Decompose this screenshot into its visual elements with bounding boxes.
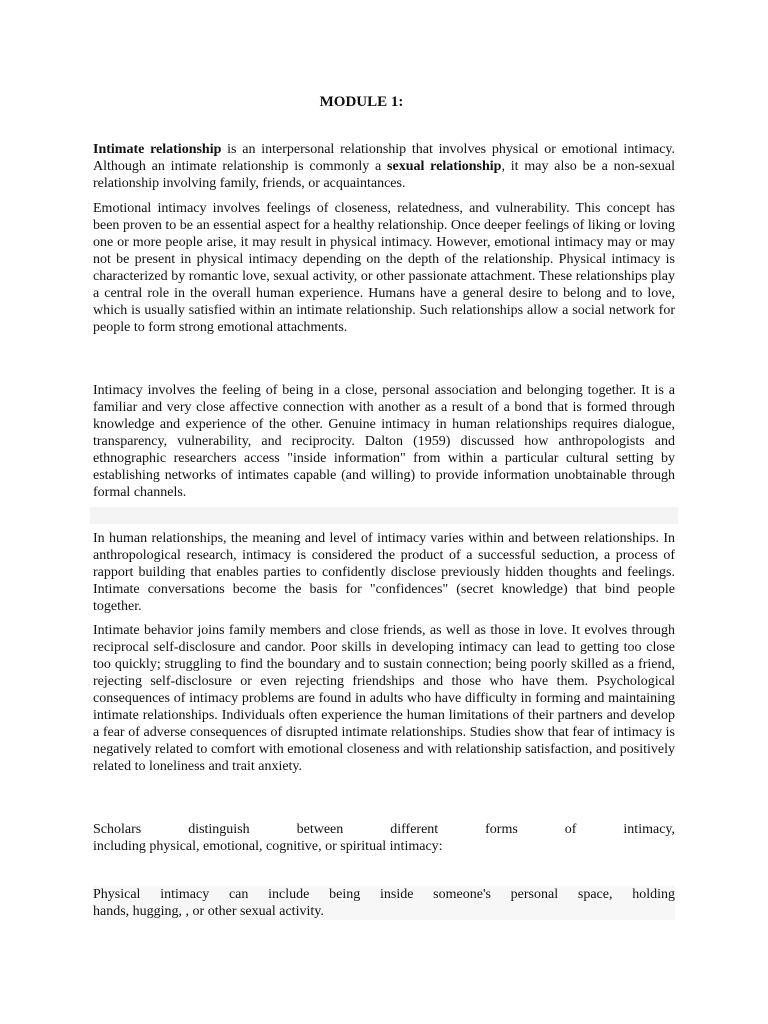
paragraph-emotional-intimacy: Emotional intimacy involves feelings of closeness, relatedness, and vulnerability. This concept has been proven to be an essential aspect for a healthy relationship. Once deeper feelings of liking or loving one or more people arise, it may result in physical intimacy. However, emotional intimacy may or may not be present in physical intimacy depending on the depth of the relationship. Physical intimacy is characterized by romantic love, sexual activity, or other passionate attachment. These relationships play a central role in the overall human experience. Humans have a general desire to belong and to love, which is usually satisfied within an intimate relationship. Such relationships allow a social network for people to form strong emotional attachments.	[93, 201, 675, 335]
paragraph-line: hands, hugging, , or other sexual activity.	[93, 904, 324, 919]
paragraph-intimate-behavior: Intimate behavior joins family members and close friends, as well as those in love. It evolves through reciprocal self-disclosure and candor. Poor skills in developing intimacy can lead to getting too close too quickly; struggling to find the boundary and to sustain connection; being poorly skilled as a friend, rejecting self-disclosure or even rejecting friendships and those who have them. Psychological consequences of intimacy problems are found in adults who have difficulty in forming and maintaining intimate relationships. Individuals often experience the human limitations of their partners and develop a fear of adverse consequences of disrupted intimate relationships. Studies show that fear of intimacy is negatively related to comfort with emotional closeness and with relationship satisfaction, and positively related to loneliness and trait anxiety.	[93, 623, 675, 774]
page-title: MODULE 1:	[319, 94, 404, 110]
paragraph-line: Scholars distinguish between different forms of intimacy,	[93, 822, 675, 837]
term-sexual-relationship: sexual relationship	[387, 159, 502, 174]
paragraph-physical-intimacy	[93, 886, 675, 920]
paragraph-text: , it may also be a non-sexual relationship involving family, friends, or acquaintances.	[93, 159, 676, 191]
term-intimate-relationship: Intimate relationship	[93, 142, 222, 157]
shaded-separator	[90, 507, 678, 524]
paragraph-scholars	[93, 821, 675, 855]
paragraph-text: is an interpersonal relationship that involves physical or emotional intimacy. Although an intimate relationship is commonly a	[93, 142, 676, 174]
paragraph-intimacy-involves: Intimacy involves the feeling of being in a close, personal association and belonging together. It is a familiar and very close affective connection with another as a result of a bond that is formed through knowledge and experience of the other. Genuine intimacy in human relationships requires dialogue, transparency, vulnerability, and reciprocity. Dalton (1959) discussed how anthropologists and ethnographic researchers access "inside information" from within a particular cultural setting by establishing networks of intimates capable (and willing) to provide information unobtainable through formal channels.	[93, 383, 675, 500]
paragraph-intimate-relationship	[93, 141, 675, 192]
paragraph-line: including physical, emotional, cognitive, or spiritual intimacy:	[93, 839, 443, 854]
paragraph-line: Physical intimacy can include being inside someone's personal space, holding	[93, 887, 675, 902]
paragraph-human-relationships: In human relationships, the meaning and level of intimacy varies within and between relationships. In anthropological research, intimacy is considered the product of a successful seduction, a process of rapport building that enables parties to confidently disclose previously hidden thoughts and feelings. Intimate conversations become the basis for "confidences" (secret knowledge) that bind people together.	[93, 531, 675, 614]
